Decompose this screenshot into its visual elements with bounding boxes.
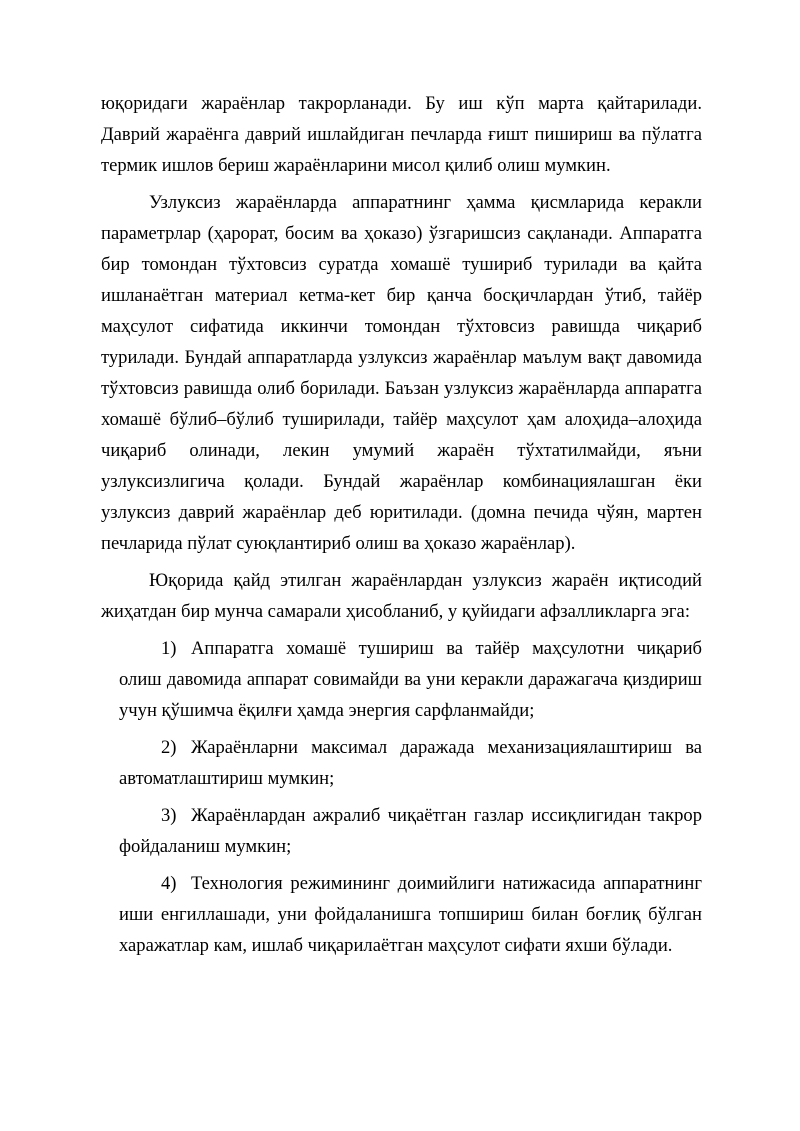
- document-body: [101, 88, 702, 961]
- paragraph-advantages-intro: Юқорида қайд этилган жараёнлардан узлуксиз жараён иқтисодий жиҳатдан бир мунча самарали ҳисобланиб, у қуйидаги афзалликларга эга:: [101, 570, 702, 622]
- list-item-text: Жараёнлардан ажралиб чиқаётган газлар иссиқлигидан такрор фойдаланиш мумкин;: [119, 805, 702, 857]
- list-item-text: Технология режимининг доимийлиги натижасида аппаратнинг иши енгиллашади, уни фойдаланишга топшириш билан боғлиқ бўлган харажатлар кам, ишлаб чиқарилаётган маҳсулот сифати яхши бўлади.: [119, 873, 702, 956]
- list-item: [101, 732, 702, 794]
- list-item: [101, 800, 702, 862]
- list-item: [101, 633, 702, 726]
- paragraph-continuation: юқоридаги жараёнлар такрорланади. Бу иш кўп марта қайтарилади. Даврий жараёнга даврий ишлайдиган печларда ғишт пишириш ва пўлатга термик ишлов бериш жараёнларини мисол қилиб олиш мумкин.: [101, 93, 702, 176]
- list-item: [101, 868, 702, 961]
- list-item-number: 2): [161, 737, 177, 758]
- paragraph-continuous-processes: Узлуксиз жараёнларда аппаратнинг ҳамма қисмларида керакли параметрлар (ҳарорат, босим ва ҳоказо) ўзгаришсиз сақланади. Аппаратга бир томондан тўхтовсиз суратда хомашё тушириб турилади ва қайта ишланаётган материал кетма-кет бир қанча босқичлардан ўтиб, тайёр маҳсулот сифатида иккинчи томондан тўхтовсиз равишда чиқариб турилади. Бундай аппаратларда узлуксиз жараёнлар маълум вақт давомида тўхтовсиз равишда олиб борилади. Баъзан узлуксиз жараёнларда аппаратга хомашё бўлиб–бўлиб туширилади, тайёр маҳсулот ҳам алоҳида–алоҳида чиқариб олинади, лекин умумий жараён тўхтатилмайди, яъни узлуксизлигича қолади. Бундай жараёнлар комбинациялашган ёки узлуксиз даврий жараёнлар деб юритилади. (домна печида чўян, мартен печларида пўлат суюқлантириб олиш ва ҳоказо жараёнлар).: [101, 192, 702, 554]
- list-item-number: 4): [161, 873, 177, 894]
- list-item-number: 1): [161, 638, 177, 659]
- list-item-text: Жараёнларни максимал даражада механизациялаштириш ва автоматлаштириш мумкин;: [119, 737, 702, 789]
- list-item-number: 3): [161, 805, 177, 826]
- list-item-text: Аппаратга хомашё тушириш ва тайёр маҳсулотни чиқариб олиш давомида аппарат совимайди ва уни керакли даражагача қиздириш учун қўшимча ёқилғи ҳамда энергия сарфланмайди;: [119, 638, 702, 721]
